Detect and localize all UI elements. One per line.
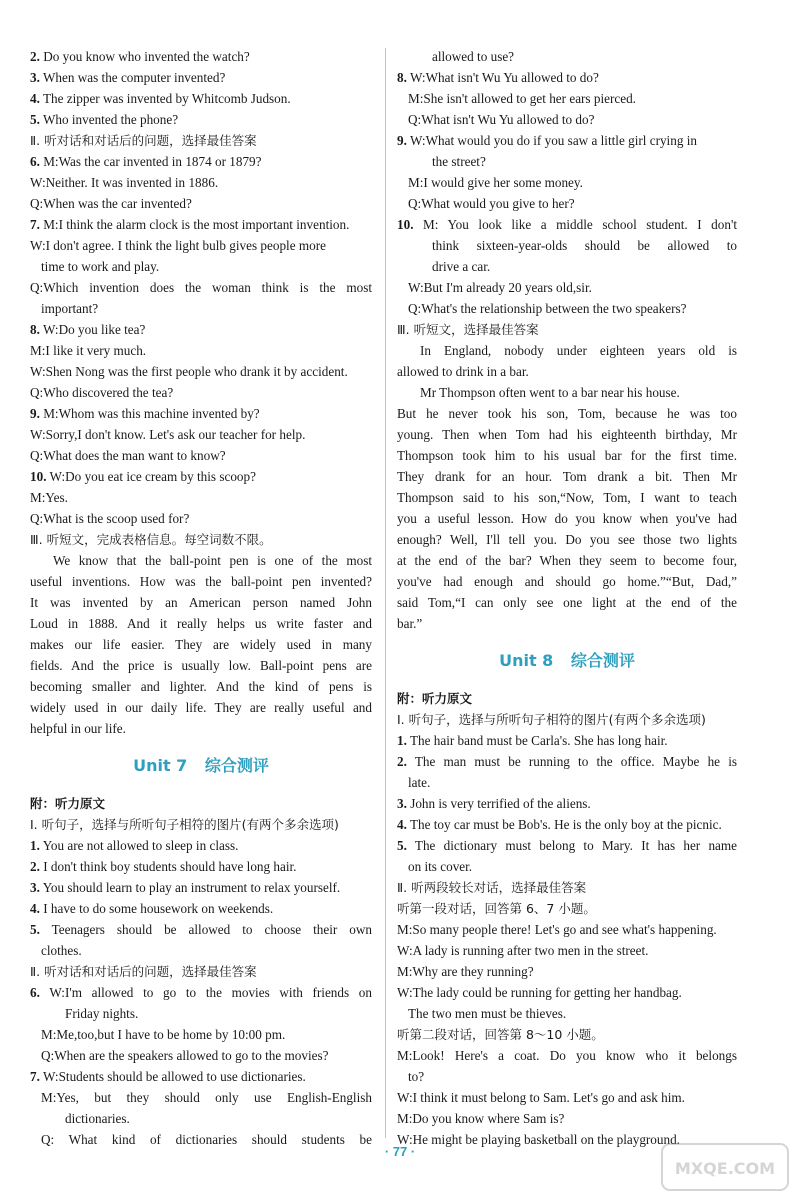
item-number: 2. — [397, 754, 407, 769]
text-line — [30, 109, 372, 130]
line-text: W:A lady is running after two men in the street. — [397, 943, 649, 958]
line-text: M:Whom was this machine invented by? — [39, 406, 260, 421]
page-number: · 77 · — [384, 1144, 416, 1159]
text-line — [30, 340, 372, 361]
text-line — [397, 256, 737, 277]
line-text: clothes. — [41, 943, 82, 958]
line-text: you a useful lesson. How do you know when you've had — [397, 511, 737, 526]
line-text: dictionaries. — [65, 1111, 130, 1126]
text-line — [397, 46, 737, 67]
line-text: W:Shen Nong was the first people who drank it by accident. — [30, 364, 348, 379]
line-text: W:Students should be allowed to use dictionaries. — [39, 1069, 306, 1084]
item-number: 3. — [397, 796, 407, 811]
text-line — [30, 613, 372, 634]
line-text: The man must be running to the office. Maybe he is — [406, 754, 737, 769]
text-line — [397, 235, 737, 256]
line-text: W:Do you eat ice cream by this scoop? — [46, 469, 256, 484]
item-number: 4. — [30, 91, 40, 106]
text-line — [30, 172, 372, 193]
text-line — [397, 340, 737, 361]
item-number: 6. — [30, 985, 40, 1000]
text-line — [30, 151, 372, 172]
line-text: You should learn to play an instrument to relax yourself. — [39, 880, 341, 895]
line-text: widely used in our daily life. They are really useful and — [30, 700, 372, 715]
line-text: fields. And the price is usually low. Ball-point pens are — [30, 658, 372, 673]
item-number: 3. — [30, 70, 40, 85]
text-line — [397, 466, 737, 487]
unit7-section2-list — [30, 982, 372, 1150]
text-line — [30, 403, 372, 424]
line-text: The toy car must be Bob's. He is the only boy at the picnic. — [406, 817, 722, 832]
line-text: on its cover. — [408, 859, 473, 874]
text-line — [397, 550, 737, 571]
line-text: Q:When are the speakers allowed to go to the movies? — [41, 1048, 329, 1063]
text-line — [397, 1087, 737, 1108]
line-text: M:I would give her some money. — [408, 175, 583, 190]
column-divider — [385, 48, 386, 1138]
watermark-logo — [660, 1142, 790, 1192]
line-text: I don't think boy students should have long hair. — [39, 859, 297, 874]
item-number: 1. — [30, 838, 40, 853]
right-list-block1 — [397, 46, 737, 319]
text-line — [30, 697, 372, 718]
line-text: useful inventions. How was the ball-point pen invented? — [30, 574, 372, 589]
text-line — [397, 508, 737, 529]
unit8-title — [397, 634, 737, 688]
line-text: Thompson took him to his usual bar for the first time. — [397, 448, 737, 463]
text-line — [397, 772, 737, 793]
line-text: M:I like it very much. — [30, 343, 147, 358]
line-text: But he never took his son, Tom, because he was too — [397, 406, 737, 421]
line-text: We know that the ball-point pen is one of the most — [53, 553, 372, 568]
line-text: W:I'm allowed to go to the movies with friends on — [39, 985, 372, 1000]
svg-text:MXQE.COM: MXQE.COM — [674, 1159, 776, 1178]
section-heading: Ⅰ. 听句子，选择与所听句子相符的图片(有两个多余选项) — [30, 817, 339, 832]
text-line — [397, 982, 737, 1003]
text-line — [30, 856, 372, 877]
item-number: 3. — [30, 880, 40, 895]
line-text: W:The lady could be running for getting her handbag. — [397, 985, 682, 1000]
text-line — [30, 1003, 372, 1024]
text-line — [397, 172, 737, 193]
text-line — [397, 403, 737, 424]
text-line — [30, 982, 372, 1003]
item-number: 5. — [397, 838, 407, 853]
text-line — [30, 655, 372, 676]
unit7-label: Unit 7 — [133, 756, 188, 775]
text-line — [397, 856, 737, 877]
item-number: 7. — [30, 217, 40, 232]
text-line — [397, 1003, 737, 1024]
unit8-dialog1 — [397, 919, 737, 1024]
line-text: W:I don't agree. I think the light bulb gives people more — [30, 238, 326, 253]
text-line — [397, 151, 737, 172]
line-text: The two men must be thieves. — [408, 1006, 567, 1021]
text-line — [397, 613, 737, 634]
line-text: time to work and play. — [41, 259, 160, 274]
text-line — [30, 46, 372, 67]
text-line — [397, 67, 737, 88]
text-line — [397, 277, 737, 298]
line-text: M:I think the alarm clock is the most important invention. — [39, 217, 350, 232]
text-line — [30, 256, 372, 277]
text-line — [397, 193, 737, 214]
line-text: They drank for an hour. Tom drank a bit. Then Mr — [397, 469, 737, 484]
section-heading: Ⅱ. 听两段较长对话，选择最佳答案 — [397, 880, 587, 895]
text-line — [30, 487, 372, 508]
appendix-heading: 附：听力原文 — [397, 691, 473, 706]
line-text: M:Me,too,but I have to be home by 10:00 pm. — [41, 1027, 286, 1042]
unit7-title — [30, 739, 372, 793]
line-text: becoming smaller and lighter. And the kind of pens is — [30, 679, 372, 694]
line-text: Teenagers should be allowed to choose their own — [39, 922, 372, 937]
item-number: 9. — [397, 133, 407, 148]
line-text: M:Was the car invented in 1874 or 1879? — [39, 154, 262, 169]
item-number: 8. — [397, 70, 407, 85]
text-line — [397, 1045, 737, 1066]
item-number: 8. — [30, 322, 40, 337]
text-line — [397, 571, 737, 592]
line-text: M:Look! Here's a coat. Do you know who it belongs — [397, 1048, 737, 1063]
line-text: Loud in 1888. And it really helps us write faster and — [30, 616, 372, 631]
text-line — [30, 571, 372, 592]
item-number: 5. — [30, 112, 40, 127]
line-text: W:What would you do if you saw a little girl crying in — [406, 133, 697, 148]
item-number: 2. — [30, 859, 40, 874]
section-heading: Ⅲ. 听短文，完成表格信息。每空词数不限。 — [30, 532, 272, 547]
line-text: M:Why are they running? — [397, 964, 534, 979]
text-line — [397, 730, 737, 751]
line-text: enough? Well, I'll tell you. Do you see those two lights — [397, 532, 737, 547]
left-list-block1 — [30, 46, 372, 130]
line-text: The hair band must be Carla's. She has long hair. — [406, 733, 668, 748]
unit7-section1-list — [30, 835, 372, 961]
text-line — [397, 835, 737, 856]
item-number: 6. — [30, 154, 40, 169]
item-number: 9. — [30, 406, 40, 421]
line-text: John is very terrified of the aliens. — [406, 796, 591, 811]
section-heading: Ⅲ. 听短文，选择最佳答案 — [397, 322, 539, 337]
line-text: Thompson said to his son,“Now, Tom, I want to teach — [397, 490, 737, 505]
line-text: The zipper was invented by Whitcomb Judson. — [39, 91, 291, 106]
line-text: W:But I'm already 20 years old,sir. — [408, 280, 592, 295]
line-text: Q:Who discovered the tea? — [30, 385, 174, 400]
line-text: bar.” — [397, 616, 423, 631]
line-text: W:He might be playing basketball on the playground. — [397, 1132, 680, 1147]
text-line — [30, 67, 372, 88]
line-text: M:Do you know where Sam is? — [397, 1111, 565, 1126]
line-text: allowed to drink in a bar. — [397, 364, 529, 379]
text-line — [397, 88, 737, 109]
left-column — [30, 46, 372, 1150]
text-line — [30, 193, 372, 214]
item-number: 1. — [397, 733, 407, 748]
appendix-heading: 附：听力原文 — [30, 796, 106, 811]
text-line — [397, 298, 737, 319]
line-text: You are not allowed to sleep in class. — [39, 838, 239, 853]
text-line — [397, 445, 737, 466]
item-number: 10. — [397, 217, 414, 232]
line-text: important? — [41, 301, 99, 316]
line-text: drive a car. — [432, 259, 491, 274]
line-text: Q:Which invention does the woman think is the most — [30, 280, 372, 295]
right-column — [397, 46, 737, 1150]
text-line — [30, 466, 372, 487]
text-line — [397, 1066, 737, 1087]
line-text: The dictionary must belong to Mary. It has her name — [406, 838, 737, 853]
line-text: In England, nobody under eighteen years old is — [420, 343, 737, 358]
line-text: late. — [408, 775, 431, 790]
line-text: M:Yes. — [30, 490, 68, 505]
line-text: Q:What isn't Wu Yu allowed to do? — [408, 112, 595, 127]
line-text: Friday nights. — [65, 1006, 139, 1021]
unit7-heading: 综合测评 — [204, 756, 269, 775]
text-line — [30, 445, 372, 466]
sub-section-heading: 听第二段对话，回答第 8～10 小题。 — [397, 1027, 604, 1042]
item-number: 10. — [30, 469, 47, 484]
sub-section-heading: 听第一段对话，回答第 6、7 小题。 — [397, 901, 596, 916]
text-line — [397, 361, 737, 382]
text-line — [30, 676, 372, 697]
line-text: Q:What's the relationship between the two speakers? — [408, 301, 687, 316]
text-line — [397, 940, 737, 961]
text-line — [30, 1108, 372, 1129]
item-number: 4. — [30, 901, 40, 916]
section-heading: Ⅱ. 听对话和对话后的问题，选择最佳答案 — [30, 964, 257, 979]
text-line — [30, 277, 372, 298]
text-line — [30, 1024, 372, 1045]
text-line — [30, 1087, 372, 1108]
text-line — [30, 940, 372, 961]
line-text: Do you know who invented the watch? — [39, 49, 250, 64]
text-line — [397, 592, 737, 613]
left-passage — [30, 550, 372, 739]
line-text: you've had enough and should go home.”“But, Dad,” — [397, 574, 737, 589]
text-line — [397, 919, 737, 940]
line-text: M:So many people there! Let's go and see what's happening. — [397, 922, 717, 937]
line-text: at the end of the bar? When they seem to become four, — [397, 553, 737, 568]
item-number: 5. — [30, 922, 40, 937]
text-line — [397, 814, 737, 835]
line-text: Mr Thompson often went to a bar near his house. — [420, 385, 680, 400]
line-text: Q:What would you give to her? — [408, 196, 575, 211]
text-line — [397, 961, 737, 982]
item-number: 2. — [30, 49, 40, 64]
text-line — [397, 487, 737, 508]
item-number: 4. — [397, 817, 407, 832]
line-text: W:I think it must belong to Sam. Let's go and ask him. — [397, 1090, 685, 1105]
line-text: said Tom,“I can only see one light at the end of the — [397, 595, 737, 610]
line-text: W:Neither. It was invented in 1886. — [30, 175, 219, 190]
line-text: think sixteen-year-olds should be allowed to — [432, 238, 737, 253]
text-line — [30, 88, 372, 109]
unit8-section1-list — [397, 730, 737, 877]
line-text: allowed to use? — [432, 49, 515, 64]
text-line — [30, 361, 372, 382]
text-line — [397, 109, 737, 130]
text-line — [30, 718, 372, 739]
line-text: Q:What does the man want to know? — [30, 448, 226, 463]
line-text: When was the computer invented? — [39, 70, 226, 85]
line-text: Q: What kind of dictionaries should students be — [41, 1132, 372, 1147]
text-line — [30, 235, 372, 256]
line-text: makes our life easier. They are widely used in many — [30, 637, 372, 652]
item-number: 7. — [30, 1069, 40, 1084]
line-text: W:Sorry,I don't know. Let's ask our teacher for help. — [30, 427, 306, 442]
text-line — [397, 214, 737, 235]
text-line — [30, 1066, 372, 1087]
text-line — [30, 835, 372, 856]
line-text: It was invented by an American person named John — [30, 595, 372, 610]
text-line — [397, 1108, 737, 1129]
text-line — [30, 550, 372, 571]
text-line — [30, 319, 372, 340]
text-line — [30, 424, 372, 445]
left-dialog-section2 — [30, 151, 372, 529]
unit8-label: Unit 8 — [499, 651, 554, 670]
line-text: the street? — [432, 154, 486, 169]
text-line — [397, 793, 737, 814]
text-line — [397, 130, 737, 151]
unit8-heading: 综合测评 — [570, 651, 635, 670]
line-text: M:She isn't allowed to get her ears pierced. — [408, 91, 636, 106]
line-text: W:What isn't Wu Yu allowed to do? — [406, 70, 599, 85]
text-line — [30, 634, 372, 655]
line-text: to? — [408, 1069, 425, 1084]
text-line — [30, 214, 372, 235]
text-line — [30, 1045, 372, 1066]
line-text: helpful in our life. — [30, 721, 126, 736]
text-line — [397, 382, 737, 403]
text-line — [30, 877, 372, 898]
text-line — [30, 382, 372, 403]
text-line — [30, 919, 372, 940]
line-text: M:Yes, but they should only use English-English — [41, 1090, 372, 1105]
text-line — [30, 592, 372, 613]
line-text: M: You look like a middle school student. I don't — [413, 217, 737, 232]
text-line — [397, 529, 737, 550]
line-text: I have to do some housework on weekends. — [39, 901, 274, 916]
text-line — [397, 751, 737, 772]
line-text: Who invented the phone? — [39, 112, 179, 127]
right-passage — [397, 340, 737, 634]
text-line — [30, 508, 372, 529]
line-text: young. Then when Tom had his eighteenth birthday, Mr — [397, 427, 737, 442]
section-heading: Ⅰ. 听句子，选择与所听句子相符的图片(有两个多余选项) — [397, 712, 706, 727]
line-text: Q:When was the car invented? — [30, 196, 192, 211]
unit8-dialog2 — [397, 1045, 737, 1150]
text-line — [30, 298, 372, 319]
line-text: Q:What is the scoop used for? — [30, 511, 190, 526]
text-line — [30, 898, 372, 919]
line-text: W:Do you like tea? — [39, 322, 146, 337]
section-heading: Ⅱ. 听对话和对话后的问题，选择最佳答案 — [30, 133, 257, 148]
text-line — [397, 424, 737, 445]
